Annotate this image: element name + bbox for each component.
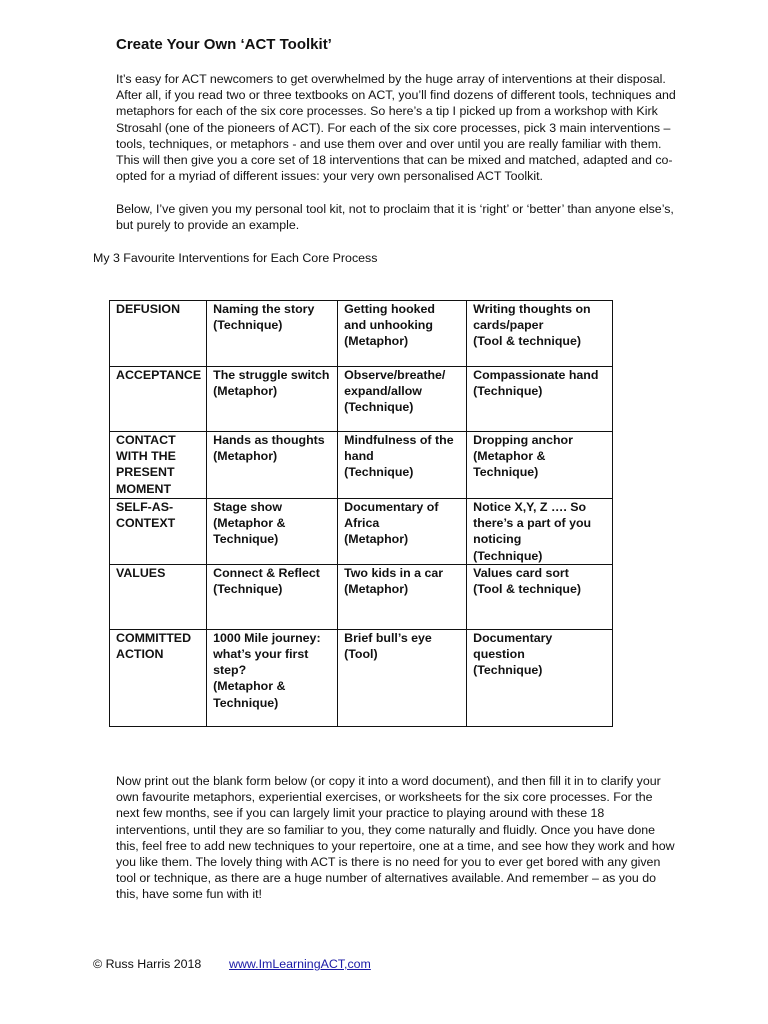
cell-text-line: (Metaphor) [344, 334, 409, 349]
cell-text-line: ACTION [116, 647, 164, 662]
cell-text-line: Getting hooked [344, 302, 436, 316]
cell-text-line: (Technique) [473, 663, 543, 678]
cell-text-line: VALUES [116, 565, 166, 580]
cell-text-line: Compassionate hand [473, 368, 599, 382]
cell-text-line: (Technique) [473, 548, 543, 563]
cell-text-line: and unhooking [344, 318, 433, 333]
cell-text-line: Writing thoughts on [473, 302, 591, 316]
table-heading: My 3 Favourite Interventions for Each Core Process [93, 251, 378, 265]
cell-text-line: (Metaphor) [213, 384, 278, 399]
process-cell [110, 629, 207, 726]
cell-text-line: Notice X,Y, Z …. So [473, 500, 587, 514]
cell-text-line: MOMENT [116, 481, 172, 496]
intervention-1-cell [207, 564, 338, 629]
cell-text-line: question [473, 647, 525, 662]
intervention-3-cell [467, 499, 613, 565]
cell-text-line: ACCEPTANCE [116, 368, 202, 382]
intervention-1-cell [207, 367, 338, 432]
page-title: Create Your Own ‘ACT Toolkit’ [116, 36, 332, 53]
cell-text-line: Brief bull’s eye [344, 630, 432, 645]
cell-text-line: (Tool & technique) [473, 334, 581, 349]
example-paragraph: Below, I’ve given you my personal tool kit, not to proclaim that it is ‘right’ or ‘better’ than anyone else’s, but purely to provide an example. [116, 202, 674, 233]
intervention-1-cell [207, 629, 338, 726]
cell-text-line: noticing [473, 532, 522, 547]
cell-text-line: Stage show [213, 500, 282, 514]
cell-text-line: PRESENT [116, 465, 175, 480]
intervention-2-cell [338, 432, 467, 499]
cell-text-line: (Technique) [213, 582, 283, 597]
intervention-3-cell [467, 629, 613, 726]
table-row [110, 432, 613, 499]
cell-text-line: (Metaphor) [344, 582, 409, 597]
toolkit-table [109, 300, 613, 727]
intervention-1-cell [207, 499, 338, 565]
footer-website-link[interactable]: www.ImLearningACT,com [229, 957, 371, 971]
cell-text-line: cards/paper [473, 318, 544, 333]
cell-text-line: CONTACT [116, 433, 176, 447]
closing-paragraph: Now print out the blank form below (or copy it into a word document), and then fill it in to clarify your own favourite metaphors, experiential exercises, or worksheets for the six core processes. For the next few months, see if you can largely limit your practice to playing around with these 18 interventions, until they are so familiar to you, they come naturally and fluidly. Once you have done this, feel free to add new techniques to your repertoire, one at a time, and see how they work and how you like them. The lovely thing with ACT is there is no need for you to ever get bored with any given tool or technique, as there are a huge number of alternatives available. And remember – as you do this, have some fun with it! [116, 774, 675, 902]
cell-text-line: (Metaphor) [213, 449, 278, 464]
cell-text-line: Dropping anchor [473, 433, 573, 447]
cell-text-line: there’s a part of you [473, 516, 592, 531]
cell-text-line: COMMITTED [116, 630, 192, 645]
intervention-3-cell [467, 432, 613, 499]
cell-text-line: what’s your first [213, 647, 309, 662]
cell-text-line: DEFUSION [116, 302, 181, 316]
cell-text-line: Africa [344, 516, 380, 531]
intervention-2-cell [338, 499, 467, 565]
cell-text-line: Technique) [213, 532, 279, 547]
cell-text-line: (Metaphor) [344, 532, 409, 547]
cell-text-line: hand [344, 449, 374, 464]
intervention-1-cell [207, 301, 338, 367]
intervention-3-cell [467, 301, 613, 367]
cell-text-line: (Tool) [344, 647, 378, 662]
cell-text-line: step? [213, 663, 247, 678]
cell-text-line: CONTEXT [116, 516, 176, 531]
cell-text-line: The struggle switch [213, 368, 330, 382]
process-cell [110, 499, 207, 565]
process-cell [110, 432, 207, 499]
cell-text-line: Values card sort [473, 565, 569, 580]
cell-text-line: Hands as thoughts [213, 433, 325, 447]
table-row [110, 499, 613, 565]
cell-text-line: SELF-AS- [116, 500, 174, 514]
cell-text-line: (Metaphor & [473, 449, 546, 464]
cell-text-line: (Tool & technique) [473, 582, 581, 597]
table-row [110, 564, 613, 629]
intervention-2-cell [338, 301, 467, 367]
cell-text-line: (Technique) [473, 384, 543, 399]
footer-copyright: © Russ Harris 2018 [93, 957, 202, 971]
intervention-2-cell [338, 564, 467, 629]
cell-text-line: Documentary [473, 630, 553, 645]
cell-text-line: Mindfulness of the [344, 433, 454, 447]
cell-text-line: Connect & Reflect [213, 565, 320, 580]
cell-text-line: Technique) [473, 465, 539, 480]
process-cell [110, 301, 207, 367]
table-row [110, 301, 613, 367]
intervention-2-cell [338, 629, 467, 726]
cell-text-line: (Metaphor & [213, 679, 286, 694]
cell-text-line: expand/allow [344, 384, 422, 399]
cell-text-line: (Metaphor & [213, 516, 286, 531]
cell-text-line: WITH THE [116, 449, 176, 464]
process-cell [110, 367, 207, 432]
cell-text-line: Documentary of [344, 500, 439, 514]
cell-text-line: (Technique) [213, 318, 283, 333]
cell-text-line: Naming the story [213, 302, 315, 316]
cell-text-line: 1000 Mile journey: [213, 630, 321, 645]
process-cell [110, 564, 207, 629]
cell-text-line: Technique) [213, 695, 279, 710]
intervention-3-cell [467, 564, 613, 629]
intervention-1-cell [207, 432, 338, 499]
table-row [110, 367, 613, 432]
cell-text-line: Two kids in a car [344, 565, 444, 580]
table-row [110, 629, 613, 726]
intro-paragraph: It’s easy for ACT newcomers to get overwhelmed by the huge array of interventions at their disposal. After all, if you read two or three textbooks on ACT, you’ll find dozens of different tools, techniques and metaphors for each of the six core processes. So here’s a tip I picked up from a workshop with Kirk Strosahl (one of the pioneers of ACT). For each of the six core processes, pick 3 main interventions – tools, techniques, or metaphors - and use them over and over until you are really familiar with them. This will then give you a core set of 18 interventions that can be mixed and matched, adapted and co-opted for a myriad of different issues: your very own personalised ACT Toolkit. [116, 72, 676, 184]
intervention-3-cell [467, 367, 613, 432]
cell-text-line: Observe/breathe/ [344, 368, 446, 382]
intervention-2-cell [338, 367, 467, 432]
cell-text-line: (Technique) [344, 400, 414, 415]
cell-text-line: (Technique) [344, 465, 414, 480]
